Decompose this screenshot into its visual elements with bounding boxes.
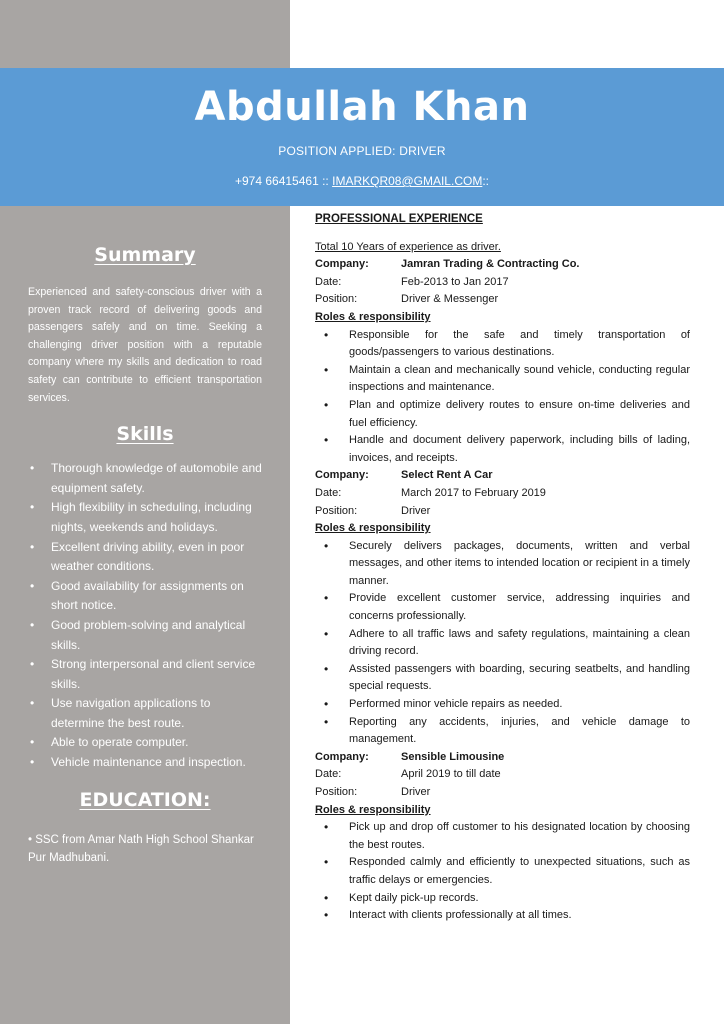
skill-item: • Vehicle maintenance and inspection.: [28, 753, 262, 773]
duty-item: • Adhere to all traffic laws and safety regulations, maintaining a clean driving record.: [315, 626, 690, 661]
summary-heading: Summary: [94, 244, 196, 266]
company-name: Select Rent A Car: [401, 469, 493, 482]
skill-item: • Good availability for assignments on short notice.: [28, 577, 262, 616]
skill-item: • Use navigation applications to determine the best route.: [28, 694, 262, 733]
duties-list: [315, 538, 690, 749]
position-applied: POSITION APPLIED: DRIVER: [278, 144, 446, 158]
skill-item: • High flexibility in scheduling, including nights, weekends and holidays.: [28, 498, 262, 537]
duty-item: • Securely delivers packages, documents, written and verbal messages, and other items to intended location or recipient in a timely manner.: [315, 538, 690, 591]
job-position: Driver & Messenger: [401, 293, 499, 306]
skills-heading: Skills: [116, 423, 174, 446]
email-link[interactable]: IMARKQR08@GMAIL.COM: [332, 174, 483, 188]
duty-item: • Responded calmly and efficiently to unexpected situations, such as traffic delays or emergencies.: [315, 854, 690, 889]
duty-item: • Interact with clients professionally at all times.: [315, 907, 690, 925]
job-date: April 2019 to till date: [401, 768, 501, 781]
summary-text: Experienced and safety-conscious driver with a proven track record of delivering goods and passengers safely and on time. Seeking a challenging driver position with a reputable company where my skills and dedication to road safety can contribute to efficient transportation services.: [28, 286, 262, 404]
sidebar-column: [28, 244, 262, 867]
date-row: [315, 766, 690, 784]
experience-column: [315, 211, 690, 925]
company-row: [315, 749, 690, 767]
education-text: • SSC from Amar Nath High School Shankar Pur Madhubani.: [28, 833, 254, 864]
position-label: Position:: [315, 786, 358, 798]
duty-item: • Plan and optimize delivery routes to ensure on-time deliveries and fuel efficiency.: [315, 397, 690, 432]
job-date: March 2017 to February 2019: [401, 486, 546, 499]
company-name: Jamran Trading & Contracting Co.: [401, 258, 580, 271]
skill-item: • Thorough knowledge of automobile and equipment safety.: [28, 459, 262, 498]
duty-item: • Kept daily pick-up records.: [315, 890, 690, 908]
position-label: Position:: [315, 293, 358, 306]
contact-line: [0, 174, 724, 188]
job-date: Feb-2013 to Jan 2017: [401, 275, 509, 288]
job-entry: [315, 467, 690, 749]
duty-item: • Assisted passengers with boarding, securing seatbelts, and handling special requests.: [315, 661, 690, 696]
header-banner: [0, 68, 724, 206]
candidate-name: Abdullah Khan: [194, 84, 530, 130]
contact-suffix: ::: [482, 174, 489, 188]
duties-list: [315, 327, 690, 468]
position-row: [315, 503, 690, 521]
position-row: [315, 291, 690, 309]
roles-heading: Roles & responsibility: [315, 522, 431, 535]
company-label: Company:: [315, 258, 369, 271]
date-label: Date:: [315, 768, 342, 781]
duty-item: • Reporting any accidents, injuries, and vehicle damage to management.: [315, 714, 690, 749]
job-entry: [315, 749, 690, 925]
duty-item: • Pick up and drop off customer to his designated location by choosing the best routes.: [315, 819, 690, 854]
skill-item: • Good problem-solving and analytical skills.: [28, 616, 262, 655]
company-row: [315, 467, 690, 485]
roles-heading: Roles & responsibility: [315, 310, 431, 323]
position-row: [315, 784, 690, 802]
skill-item: • Able to operate computer.: [28, 733, 262, 753]
job-position: Driver: [401, 786, 431, 798]
duties-list: [315, 819, 690, 925]
phone-number: +974 66415461 ::: [235, 174, 329, 188]
duty-item: • Maintain a clean and mechanically sound vehicle, conducting regular inspections and maintenance.: [315, 362, 690, 397]
duty-item: • Provide excellent customer service, addressing inquiries and concerns professionally.: [315, 590, 690, 625]
company-row: [315, 256, 690, 274]
company-label: Company:: [315, 469, 369, 482]
position-label: Position:: [315, 504, 358, 517]
date-label: Date:: [315, 486, 342, 499]
date-row: [315, 485, 690, 503]
date-row: [315, 274, 690, 292]
company-name: Sensible Limousine: [401, 750, 505, 763]
skills-list: [28, 459, 262, 773]
job-position: Driver: [401, 504, 431, 517]
skill-item: • Strong interpersonal and client service skills.: [28, 655, 262, 694]
duty-item: • Handle and document delivery paperwork, including bills of lading, invoices, and receipts.: [315, 432, 690, 467]
duty-item: • Performed minor vehicle repairs as needed.: [315, 696, 690, 714]
total-experience: Total 10 Years of experience as driver.: [315, 240, 501, 253]
skill-item: • Excellent driving ability, even in poor weather conditions.: [28, 538, 262, 577]
duty-item: • Responsible for the safe and timely transportation of goods/passengers to various destinations.: [315, 327, 690, 362]
job-entry: [315, 256, 690, 467]
company-label: Company:: [315, 750, 369, 763]
education-heading: EDUCATION:: [79, 788, 211, 811]
experience-heading: PROFESSIONAL EXPERIENCE: [315, 213, 483, 225]
date-label: Date:: [315, 275, 342, 288]
roles-heading: Roles & responsibility: [315, 803, 431, 816]
